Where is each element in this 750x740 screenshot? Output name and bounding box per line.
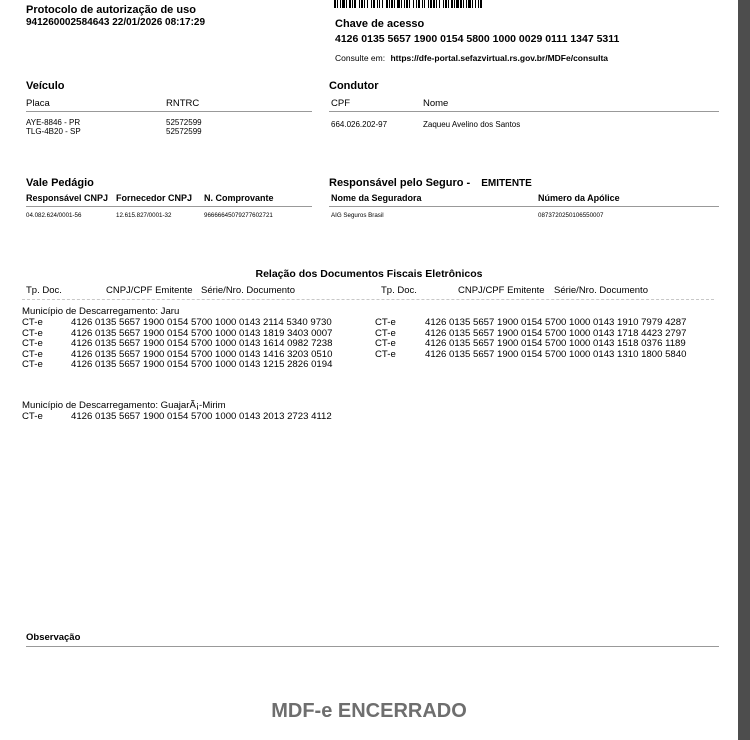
doc-tp: CT-e [22, 338, 43, 350]
doc-tp: CT-e [22, 411, 43, 422]
condutor-divider [329, 111, 719, 112]
list-item [375, 318, 715, 329]
veiculo-rntrc-2: 52572599 [166, 127, 202, 136]
vale-comp-1: 96666645079277602721 [204, 212, 273, 219]
relacao-col-tp-left: Tp. Doc. [26, 285, 62, 296]
condutor-nome-1: Zaqueu Avelino dos Santos [423, 120, 521, 129]
doc-chave: 4126 0135 5657 1900 0154 5700 1000 0143 1416 3203 0510 [71, 348, 333, 360]
vale-pedagio-title: Vale Pedágio [26, 177, 94, 189]
vale-col-forn: Fornecedor CNPJ [116, 193, 193, 203]
doc-chave: 4126 0135 5657 1900 0154 5700 1000 0143 1819 3403 0007 [71, 327, 333, 339]
doc-tp: CT-e [22, 359, 43, 371]
vale-col-resp: Responsável CNPJ [26, 193, 109, 203]
condutor-col-cpf: CPF [331, 98, 350, 109]
seguro-divider [329, 206, 719, 207]
seguro-col-seguradora: Nome da Seguradora [331, 193, 422, 203]
condutor-col-nome: Nome [423, 98, 449, 109]
relacao-col-tp-right: Tp. Doc. [381, 285, 417, 296]
condutor-title: Condutor [329, 80, 379, 92]
vale-forn-1: 12.615.827/0001-32 [116, 212, 172, 219]
doc-chave: 4126 0135 5657 1900 0154 5700 1000 0143 2013 2723 4112 [71, 411, 332, 422]
relacao-divider [22, 299, 714, 300]
relacao-title: Relação dos Documentos Fiscais Eletrônicos [255, 268, 483, 280]
chave-value: 4126 0135 5657 1900 0154 5800 1000 0029 0111 1347 5311 [335, 33, 620, 45]
protocolo-value: 941260002584643 22/01/2026 08:17:29 [26, 17, 206, 28]
encerrado-stamp: MDF-e ENCERRADO [271, 700, 467, 722]
veiculo-placa-1: AYE-8846 - PR [26, 118, 81, 127]
barcode [334, 0, 596, 8]
doc-chave: 4126 0135 5657 1900 0154 5700 1000 0143 1518 0376 1189 [425, 338, 686, 350]
jaru-right-list [375, 318, 715, 360]
vale-col-comp: N. Comprovante [204, 193, 274, 203]
doc-tp: CT-e [375, 338, 396, 350]
veiculo-divider [26, 111, 312, 112]
doc-tp: CT-e [375, 348, 396, 360]
veiculo-rntrc-1: 52572599 [166, 118, 202, 127]
doc-chave: 4126 0135 5657 1900 0154 5700 1000 0143 1910 7979 4287 [425, 317, 687, 328]
list-item [375, 350, 715, 361]
protocolo-label: Protocolo de autorização de uso [26, 4, 196, 16]
doc-tp: CT-e [375, 327, 396, 339]
doc-tp: CT-e [375, 317, 396, 328]
jaru-left-list [22, 318, 362, 371]
doc-chave: 4126 0135 5657 1900 0154 5700 1000 0143 1310 1800 5840 [425, 348, 687, 360]
seguro-apolice-1: 0873720250106550007 [538, 212, 604, 219]
doc-chave: 4126 0135 5657 1900 0154 5700 1000 0143 1614 0982 7238 [71, 338, 333, 350]
consulta-url: https://dfe-portal.sefazvirtual.rs.gov.br/MDFe/consulta [390, 53, 609, 63]
municipio-jaru-label: Município de Descarregamento: Jaru [22, 306, 180, 317]
doc-tp: CT-e [22, 348, 43, 360]
doc-tp: CT-e [22, 327, 43, 339]
municipio-guajara-label: Município de Descarregamento: GuajarÃ¡-Mirim [22, 400, 226, 411]
list-item [22, 360, 362, 371]
seguro-title: Responsável pelo Seguro - [329, 177, 471, 189]
seguro-responsavel: EMITENTE [481, 178, 532, 189]
seguro-seguradora-1: AIG Seguros Brasil [331, 212, 384, 219]
doc-chave: 4126 0135 5657 1900 0154 5700 1000 0143 1718 4423 2797 [425, 327, 687, 339]
observacao-divider [26, 646, 719, 647]
seguro-col-apolice: Número da Apólice [538, 193, 620, 203]
relacao-col-serie-right: Série/Nro. Documento [554, 285, 648, 296]
relacao-col-cnpj-left: CNPJ/CPF Emitente [106, 285, 193, 296]
guajara-left-list [22, 412, 362, 423]
consulta-line [335, 53, 608, 63]
veiculo-col-placa: Placa [26, 98, 50, 109]
relacao-col-serie-left: Série/Nro. Documento [201, 285, 295, 296]
relacao-col-cnpj-right: CNPJ/CPF Emitente [458, 285, 545, 296]
consulta-label: Consulte em: [335, 53, 386, 63]
list-item [22, 412, 362, 423]
list-item [22, 318, 362, 329]
seguro-title-line [329, 177, 532, 189]
viewer-scrollbar[interactable] [738, 0, 750, 740]
veiculo-col-rntrc: RNTRC [166, 98, 200, 109]
doc-chave: 4126 0135 5657 1900 0154 5700 1000 0143 1215 2826 0194 [71, 359, 333, 371]
veiculo-placa-2: TLG-4B20 - SP [26, 127, 81, 136]
doc-chave: 4126 0135 5657 1900 0154 5700 1000 0143 2114 5340 9730 [71, 317, 332, 328]
doc-tp: CT-e [22, 317, 43, 328]
vale-resp-1: 04.082.624/0001-56 [26, 212, 82, 219]
vale-divider [26, 206, 312, 207]
condutor-cpf-1: 664.026.202-97 [331, 120, 388, 129]
observacao-title: Observação [26, 632, 81, 643]
chave-label: Chave de acesso [335, 18, 425, 30]
veiculo-title: Veículo [26, 80, 65, 92]
